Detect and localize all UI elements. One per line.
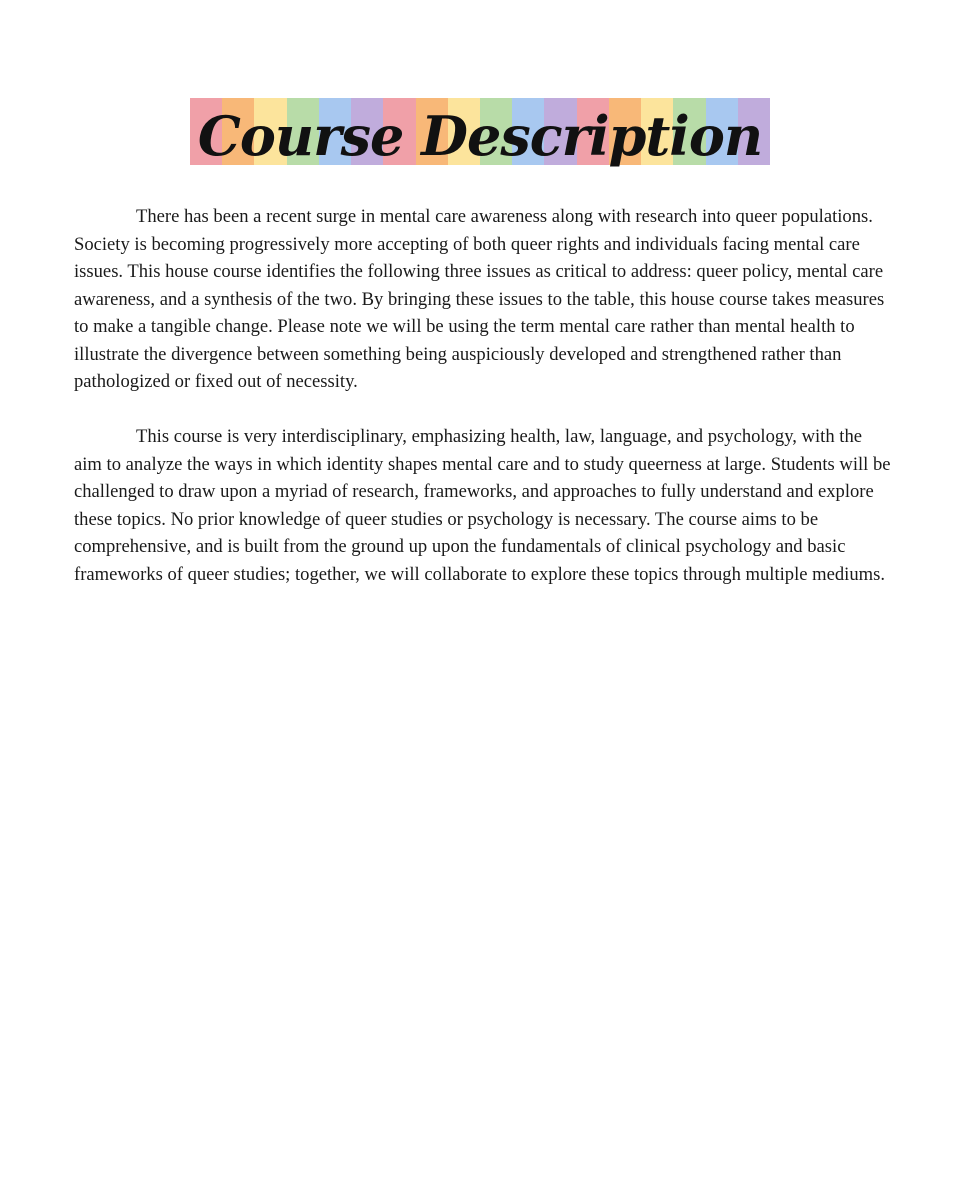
paragraph-2: This course is very interdisciplinary, emphasizing health, law, language, and psychology, with the aim to analyze the ways in which identity shapes mental care and to study queerness at large. Students will be challenged to draw upon a myriad of research, frameworks, and approaches to fully understand and explore these topics. No prior knowledge of queer studies or psychology is necessary. The course aims to be comprehensive, and is built from the ground up upon the fundamentals of clinical psychology and basic frameworks of queer studies; together, we will collaborate to explore these topics through multiple mediums. xyxy=(74,426,891,585)
page-title: Course Description xyxy=(197,103,763,168)
paragraph-1: There has been a recent surge in mental care awareness along with research into queer populations. Society is becoming progressively more accepting of both queer rights and individuals facing mental care issues. This house course identifies the following three issues as critical to address: queer policy, mental care awareness, and a synthesis of the two. By bringing these issues to the table, this house course takes measures to make a tangible change. Please note we will be using the term mental care rather than mental health to illustrate the divergence between something being auspiciously developed and strengthened rather than pathologized or fixed out of necessity. xyxy=(74,206,885,392)
title-banner xyxy=(190,98,770,168)
course-description-body xyxy=(74,203,894,616)
